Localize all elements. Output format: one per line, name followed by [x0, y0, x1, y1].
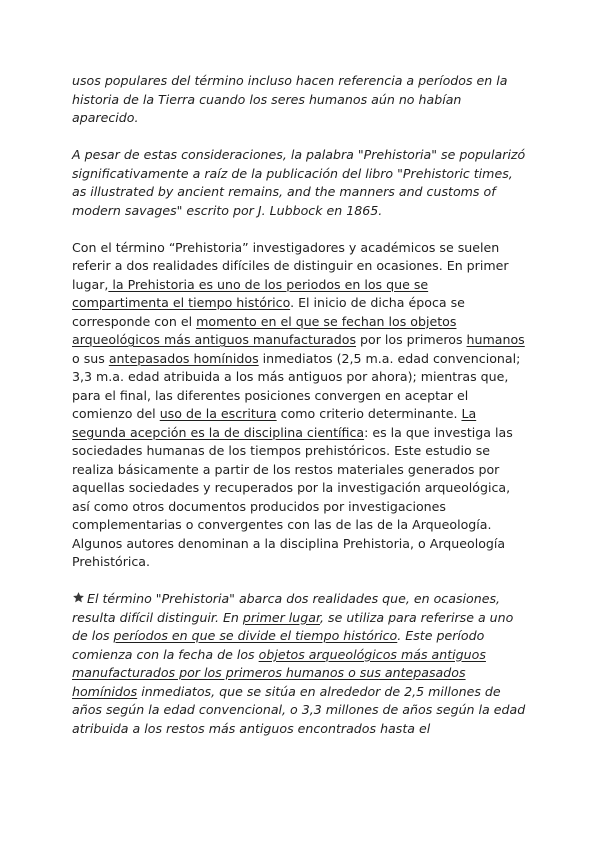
text-run: , se utiliza para referirse a uno de los: [72, 609, 514, 643]
text-run: : es la que investiga las sociedades humanas de los tiempos prehistóricos. Este estudio se realiza básicamente a partir de los restos materiales generados por aquellas sociedades y recuperados por la investigación arqueológica, así como otros documentos producidos por investigaciones complementarias o convergentes con las de las de la Arqueología. Algunos autores denominan a la disciplina Prehistoria, o Arqueología Prehistórica.: [72, 424, 513, 569]
paragraph-gap: [72, 572, 528, 591]
text-run: inmediatos (2,5 m.a. edad convencional; 3,3 m.a. edad atribuida a los más antiguos por ahora); mientras que, para el final, las diferentes posiciones convergen en aceptar el comienzo del: [72, 350, 521, 421]
text-run: Con el término “Prehistoria” investigadores y académicos se suelen referir a dos realidades difíciles de distinguir en ocasiones. En primer lugar,: [72, 239, 509, 292]
paragraph-resumen: [72, 590, 528, 738]
paragraph-lubbock: A pesar de estas consideraciones, la palabra "Prehistoria" se popularizó significativamente a raíz de la publicación del libro "Prehistoric times, as illustrated by ancient remains, and the manners and customs of modern savages" escrito por J. Lubbock en 1865.: [72, 147, 526, 218]
text-run: inmediatos, que se sitúa en alrededor de 2,5 millones de años según la edad convencional, o 3,3 millones de años según la edad atribuida a los restos más antiguos encontrados hasta el: [72, 683, 526, 736]
underlined-segunda-acepcion: La segunda acepción es la de disciplina científica: [72, 406, 477, 440]
paragraph-gap: [72, 128, 528, 147]
text-run: por los primeros: [356, 332, 467, 347]
underlined-escritura: uso de la escritura: [159, 406, 277, 421]
text-run: como criterio determinante.: [276, 406, 462, 421]
underlined-periodo: la Prehistoria es uno de los periodos en los que se compartimenta el tiempo histórico: [72, 276, 429, 310]
underlined-primer-lugar: primer lugar: [242, 609, 320, 625]
text-run: . Este período comienza con la fecha de los: [72, 628, 485, 662]
underlined-periodos: períodos en que se divide el tiempo histórico: [113, 628, 398, 643]
underlined-antepasados: antepasados homínidos: [108, 350, 259, 366]
paragraph-definicion: [72, 239, 528, 572]
text-run: El término "Prehistoria" abarca dos realidades que, en ocasiones, resulta difícil distinguir. En: [72, 591, 501, 625]
star-icon: [72, 591, 85, 604]
underlined-objetos: objetos arqueológicos más antiguos manufacturados por los primeros humanos o sus antepasados homínidos: [72, 646, 486, 699]
paragraph-gap: [72, 220, 528, 239]
underlined-momento: momento en el que se fechan los objetos arqueológicos más antiguos manufacturados: [72, 313, 457, 347]
paragraph-usos-populares: usos populares del término incluso hacen referencia a períodos en la historia de la Tierra cuando los seres humanos aún no habían aparecido.: [72, 73, 508, 125]
text-run: . El inicio de dicha época se corresponde con el: [72, 295, 465, 329]
text-run: o sus: [72, 350, 109, 366]
underlined-humanos: humanos: [466, 332, 525, 347]
